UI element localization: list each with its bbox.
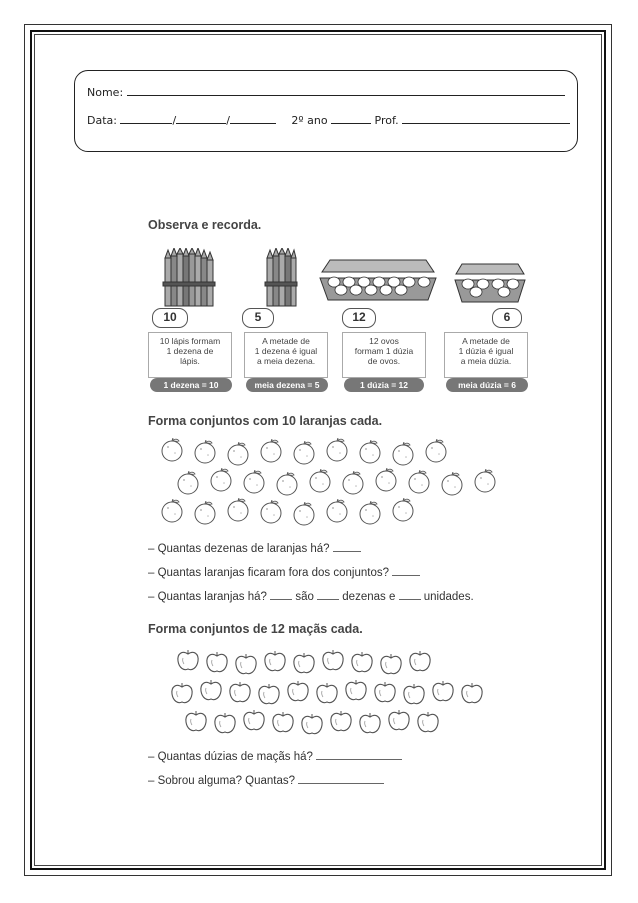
apple-icon — [263, 649, 287, 673]
orange-icon — [407, 470, 431, 494]
apple-icon — [286, 679, 310, 703]
value-pill: meia dúzia = 6 — [446, 378, 528, 392]
question-text: – Quantas dezenas de laranjas há? — [148, 543, 330, 555]
number-badge: 5 — [242, 308, 274, 328]
desc-line: A metade de — [262, 336, 310, 346]
card-description — [444, 332, 528, 378]
apple-icon — [373, 680, 397, 704]
orange-icon — [176, 471, 200, 495]
orange-icon — [325, 438, 349, 462]
apple-icon — [257, 682, 281, 706]
answer-blank[interactable] — [317, 590, 339, 600]
question-total-oranges — [148, 590, 474, 603]
orange-icon — [325, 499, 349, 523]
number-badge: 10 — [152, 308, 188, 328]
number-badge: 12 — [342, 308, 376, 328]
orange-icon — [259, 439, 283, 463]
apple-icon — [271, 710, 295, 734]
apple-icon — [387, 708, 411, 732]
desc-line: 1 dezena de — [166, 346, 214, 356]
answer-blank[interactable] — [333, 542, 361, 552]
apple-icon — [344, 678, 368, 702]
question-text: – Quantas laranjas ficaram fora dos conjuntos? — [148, 567, 389, 579]
desc-line: 1 dezena é igual — [254, 346, 318, 356]
question-leftover — [148, 566, 420, 579]
section-title-oranges: Forma conjuntos com 10 laranjas cada. — [148, 414, 383, 428]
apple-icon — [234, 652, 258, 676]
egg-carton-icon — [316, 256, 440, 306]
section-title-apples: Forma conjuntos de 12 maçãs cada. — [148, 622, 363, 636]
orange-icon — [292, 502, 316, 526]
apple-icon — [199, 678, 223, 702]
apple-icon — [242, 708, 266, 732]
orange-icon — [358, 440, 382, 464]
name-field[interactable] — [127, 85, 565, 96]
apple-icon — [213, 711, 237, 735]
orange-icon — [259, 500, 283, 524]
apple-icon — [292, 651, 316, 675]
orange-icon — [275, 472, 299, 496]
orange-icon — [308, 469, 332, 493]
orange-icon — [242, 470, 266, 494]
apple-icon — [358, 711, 382, 735]
orange-icon — [226, 442, 250, 466]
apple-icon — [431, 679, 455, 703]
orange-icon — [193, 440, 217, 464]
month-field[interactable] — [176, 113, 226, 124]
orange-icon — [209, 468, 233, 492]
desc-line: 1 dúzia é igual — [458, 346, 514, 356]
question-text: – Quantas laranjas há? — [148, 591, 267, 603]
desc-line: a meia dúzia. — [460, 356, 512, 366]
date-separator: / — [226, 114, 230, 127]
question-text: são — [295, 591, 314, 603]
apple-icon — [379, 652, 403, 676]
apple-icon — [329, 709, 353, 733]
desc-line: lápis. — [180, 356, 200, 366]
teacher-field[interactable] — [402, 113, 570, 124]
teacher-label: Prof. — [374, 114, 399, 127]
desc-line: a meia dezena. — [256, 356, 316, 366]
class-field[interactable] — [331, 113, 371, 124]
orange-icon — [292, 441, 316, 465]
orange-icon — [341, 471, 365, 495]
apple-icon — [315, 681, 339, 705]
date-label: Data: — [87, 114, 117, 127]
orange-icon — [358, 501, 382, 525]
orange-icon — [374, 468, 398, 492]
orange-icon — [160, 438, 184, 462]
question-text: dezenas e — [342, 591, 396, 603]
number-badge: 6 — [492, 308, 522, 328]
orange-icon — [440, 472, 464, 496]
worksheet — [118, 200, 538, 800]
small-pencil-bundle-icon — [264, 248, 298, 310]
apple-icon — [176, 648, 200, 672]
question-apple-dozens — [148, 750, 402, 763]
card-description — [148, 332, 232, 378]
card-description — [244, 332, 328, 378]
apple-icon — [321, 648, 345, 672]
apple-icon — [184, 709, 208, 733]
apple-icon — [350, 650, 374, 674]
apple-icon — [205, 650, 229, 674]
question-text: – Sobrou alguma? Quantas? — [148, 775, 296, 787]
apple-icon — [402, 682, 426, 706]
question-dozens — [148, 542, 361, 555]
orange-icon — [160, 499, 184, 523]
student-header — [74, 70, 578, 152]
value-pill: 1 dúzia = 12 — [344, 378, 424, 392]
name-line — [87, 85, 565, 99]
section-title-recall: Observa e recorda. — [148, 218, 262, 232]
apple-icon — [460, 681, 484, 705]
answer-blank[interactable] — [270, 590, 292, 600]
apple-icon — [228, 680, 252, 704]
pencil-bundle-icon — [162, 248, 218, 310]
value-pill: 1 dezena = 10 — [150, 378, 232, 392]
answer-blank[interactable] — [392, 566, 420, 576]
question-apple-leftover — [148, 774, 384, 787]
card-description — [342, 332, 426, 378]
orange-icon — [424, 439, 448, 463]
date-separator: / — [172, 114, 177, 127]
name-label: Nome: — [87, 86, 124, 99]
orange-icon — [193, 501, 217, 525]
year-field[interactable] — [230, 113, 276, 124]
apple-icon — [408, 649, 432, 673]
orange-icon — [391, 498, 415, 522]
orange-icon — [473, 469, 497, 493]
apple-icon — [416, 710, 440, 734]
desc-line: de ovos. — [367, 356, 401, 366]
question-text: unidades. — [423, 591, 474, 603]
desc-line: formam 1 dúzia — [354, 346, 414, 356]
orange-icon — [391, 442, 415, 466]
value-pill: meia dezena = 5 — [246, 378, 328, 392]
desc-line: 12 ovos — [369, 336, 399, 346]
answer-blank[interactable] — [298, 774, 384, 784]
question-text: – Quantas dúzias de maçãs há? — [148, 751, 313, 763]
date-line — [87, 113, 570, 127]
apple-icon — [300, 712, 324, 736]
desc-line: 10 lápis formam — [159, 336, 221, 346]
apple-icon — [170, 681, 194, 705]
desc-line: A metade de — [462, 336, 510, 346]
day-field[interactable] — [120, 113, 172, 124]
answer-blank[interactable] — [399, 590, 421, 600]
grade-label: 2º ano — [291, 114, 328, 127]
half-egg-carton-icon — [452, 260, 528, 306]
answer-blank[interactable] — [316, 750, 402, 760]
orange-icon — [226, 498, 250, 522]
